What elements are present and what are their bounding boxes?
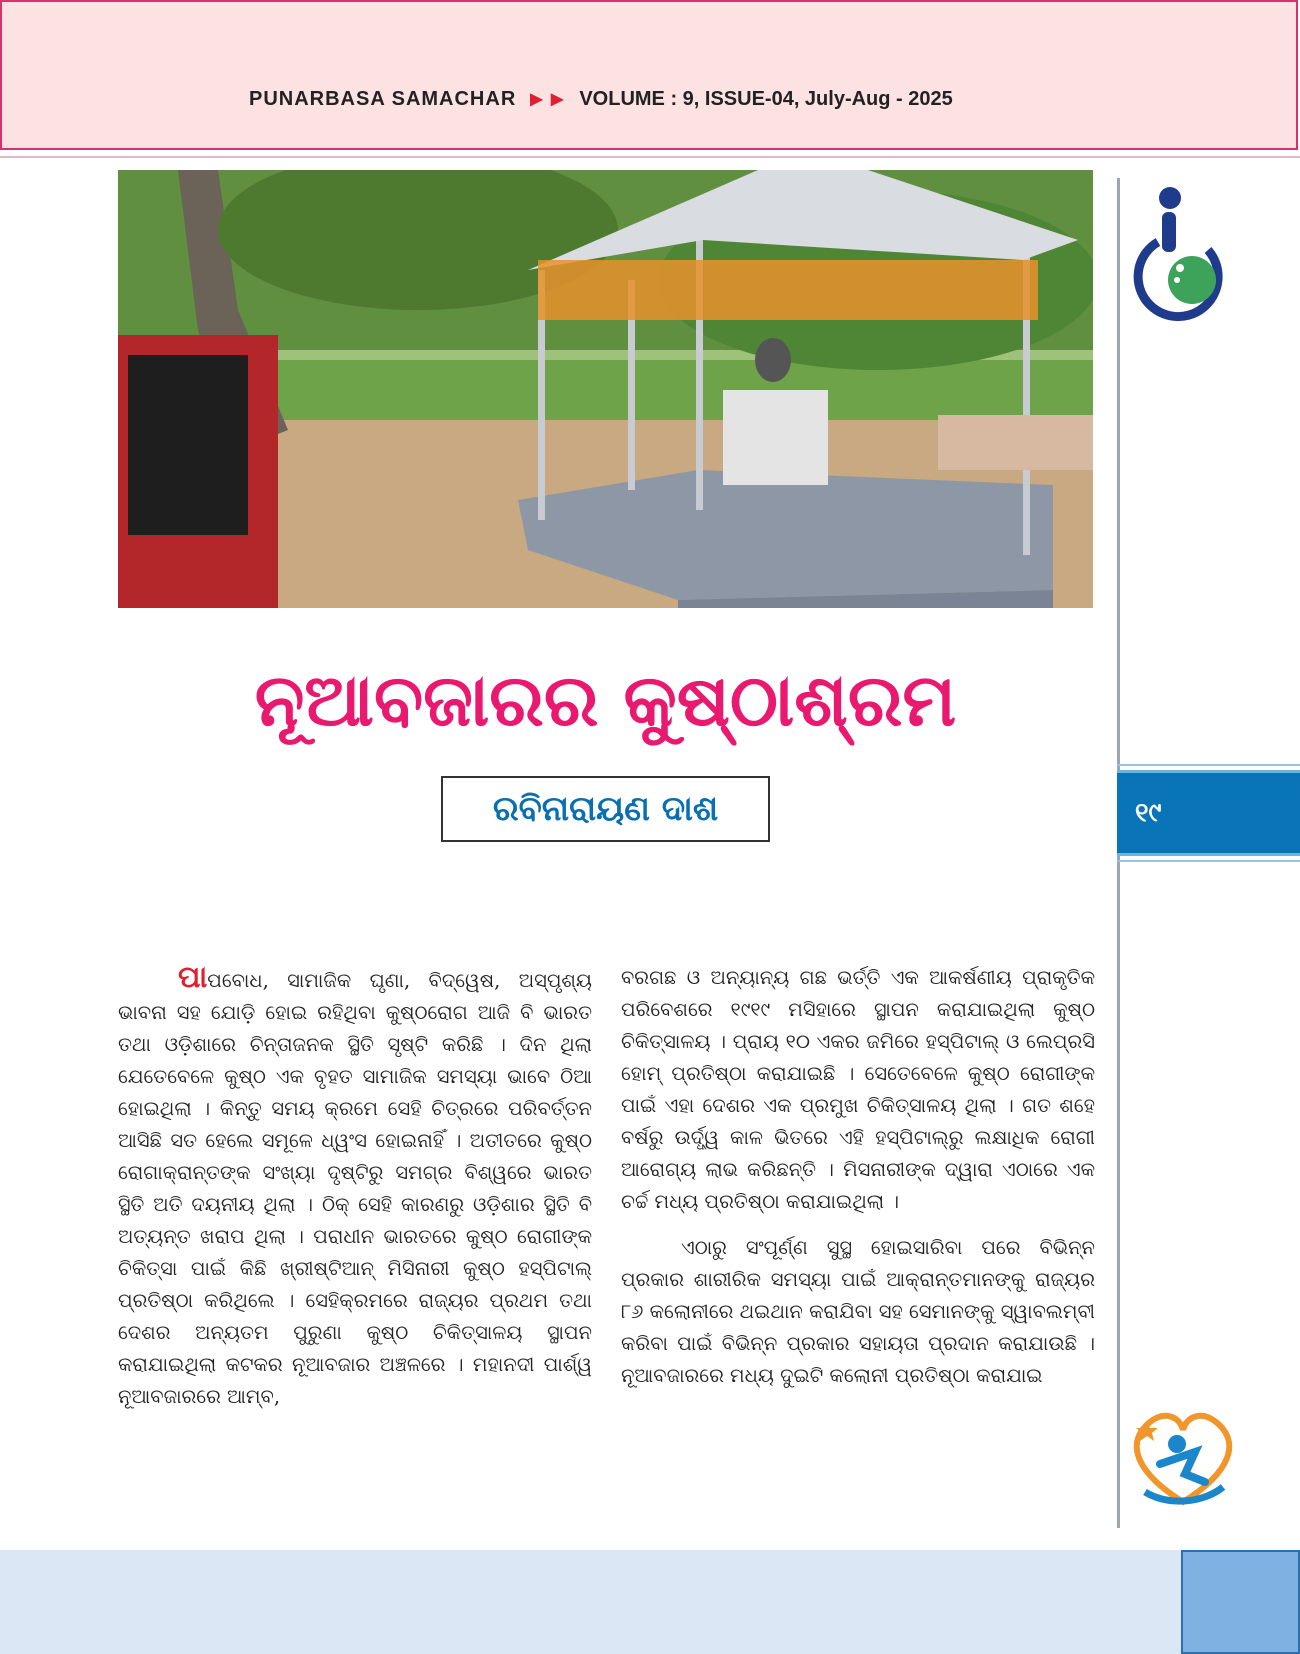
- masthead-rule: [0, 156, 1300, 158]
- article-column-right: [621, 962, 1095, 1392]
- article-paragraph: [118, 962, 592, 1413]
- masthead-text: [249, 84, 953, 114]
- wellness-logo-icon: [1125, 1402, 1240, 1512]
- drop-cap: ପା: [178, 960, 208, 995]
- footer-band: [0, 1550, 1300, 1654]
- article-column-left: [118, 962, 592, 1413]
- memorial-photo-image: [118, 170, 1093, 608]
- page-number-tab: [1117, 770, 1300, 856]
- masthead-band: [0, 0, 1298, 150]
- organization-logo-icon: [1130, 184, 1230, 324]
- publication-name: PUNARBASA SAMACHAR: [249, 87, 517, 110]
- arrow-icons: ▶ ▶: [530, 91, 566, 108]
- article-paragraph: ବରଗଛ ଓ ଅନ୍ୟାନ୍ୟ ଗଛ ଭର୍ତ୍ତି ଏକ ଆକର୍ଷଣୀୟ ପ୍ରାକୃତିକ ପରିବେଶରେ ୧୯୧୯ ମସିହାରେ ସ୍ଥାପନ କରାଯାଇଥିଲା କୁଷ୍ଠ ଚିକିତ୍ସାଳୟ । ପ୍ରାୟ ୧୦ ଏକର ଜମିରେ ହସ୍ପିଟାଲ୍ ଓ ଲେପ୍ରସି ହୋମ୍ ପ୍ରତିଷ୍ଠା କରାଯାଇଛି । ସେତେବେଳେ କୁଷ୍ଠ ରୋଗୀଙ୍କ ପାଇଁ ଏହା ଦେଶର ଏକ ପ୍ରମୁଖ ଚିକିତ୍ସାଳୟ ଥିଲା । ଗତ ଶହେ ବର୍ଷରୁ ଉର୍ଦ୍ଧ୍ୱ କାଳ ଭିତରେ ଏହି ହସ୍ପିଟାଲ୍‌ରୁ ଲକ୍ଷାଧିକ ରୋଗୀ ଆରୋଗ୍ୟ ଲାଭ କରିଛନ୍ତି । ମିସନାରୀଙ୍କ ଦ୍ୱାରା ଏଠାରେ ଏକ ଚର୍ଚ୍ଚ ମଧ୍ୟ ପ୍ରତିଷ୍ଠା କରାଯାଇଥିଲା ।: [621, 966, 1095, 1213]
- volume-info: VOLUME : 9, ISSUE-04, July-Aug - 2025: [579, 87, 953, 110]
- author-name: ରବିନାରାୟଣ ଦାଶ: [492, 789, 719, 829]
- author-box: [441, 776, 770, 842]
- article-paragraph: ଏଠାରୁ ସଂପୂର୍ଣ୍ଣ ସୁସ୍ଥ ହୋଇସାରିବା ପରେ ବିଭିନ୍ନ ପ୍ରକାର ଶାରୀରିକ ସମସ୍ୟା ପାଇଁ ଆକ୍ରାନ୍ତମାନଙ୍କୁ ରାଜ୍ୟର ୮୬ କଲୋନୀରେ ଥଇଥାନ କରାଯିବା ସହ ସେମାନଙ୍କୁ ସ୍ୱାବଲମ୍ବୀ କରିବା ପାଇଁ ବିଭିନ୍ନ ପ୍ରକାର ସହାୟତା ପ୍ରଦାନ କରାଯାଉଛି । ନୂଆବଜାରରେ ମଧ୍ୟ ଦୁଇଟି କଲୋନୀ ପ୍ରତିଷ୍ଠା କରାଯାଇ: [621, 1236, 1095, 1387]
- memorial-photo: [118, 170, 1093, 608]
- page-number: ୧୯: [1135, 797, 1162, 828]
- paragraph-text: ପବୋଧ, ସାମାଜିକ ଘୃଣା, ବିଦ୍ୱେଷ, ଅସ୍ପୃଶ୍ୟ ଭାବନା ସହ ଯୋଡ଼ି ହୋଇ ରହିଥିବା କୁଷ୍ଠରୋଗ ଆଜି ବି ଭାରତ ତଥା ଓଡ଼ିଶାରେ ଚିନ୍ତାଜନକ ସ୍ଥିତି ସୃଷ୍ଟି କରିଛି । ଦିନ ଥିଲା ଯେତେବେଳେ କୁଷ୍ଠ ଏକ ବୃହତ ସାମାଜିକ ସମସ୍ୟା ଭାବେ ଠିଆ ହୋଇଥିଲା । କିନ୍ତୁ ସମୟ କ୍ରମେ ସେହି ଚିତ୍ରରେ ପରିବର୍ତ୍ତନ ଆସିଛି ସତ ହେଲେ ସମୂଳେ ଧ୍ୱଂସ ହୋଇନାହିଁ । ଅତୀତରେ କୁଷ୍ଠ ରୋଗାକ୍ରାନ୍ତଙ୍କ ସଂଖ୍ୟା ଦୃଷ୍ଟିରୁ ସମଗ୍ର ବିଶ୍ୱରେ ଭାରତ ସ୍ଥିତି ଅତି ଦୟନୀୟ ଥିଲା । ଠିକ୍ ସେହି କାରଣରୁ ଓଡ଼ିଶାର ସ୍ଥିତି ବି ଅତ୍ୟନ୍ତ ଖରାପ ଥିଲା । ପରାଧୀନ ଭାରତରେ କୁଷ୍ଠ ରୋଗୀଙ୍କ ଚିକିତ୍ସା ପାଇଁ କିଛି ଖ୍ରୀଷ୍ଟିଆନ୍ ମିସିନାରୀ କୁଷ୍ଠ ହସ୍ପିଟାଲ୍ ପ୍ରତିଷ୍ଠା କରିଥିଲେ । ସେହିକ୍ରମରେ ରାଜ୍ୟର ପ୍ରଥମ ତଥା ଦେଶର ଅନ୍ୟତମ ପୁରୁଣା କୁଷ୍ଠ ଚିକିତ୍ସାଳୟ ସ୍ଥାପନ କରାଯାଇଥିଲା କଟକର ନୂଆବଜାର ଅଞ୍ଚଳରେ । ମହାନଦୀ ପାର୍ଶ୍ୱ ନୂଆବଜାରରେ ଆମ୍ବ,: [118, 969, 592, 1408]
- page-tab-rule-bottom: [1117, 860, 1300, 862]
- page-tab-rule-top: [1117, 764, 1300, 766]
- article-title: ନୂଆବଜାରର କୁଷ୍ଠାଶ୍ରମ: [254, 658, 957, 742]
- footer-corner-block: [1181, 1550, 1300, 1654]
